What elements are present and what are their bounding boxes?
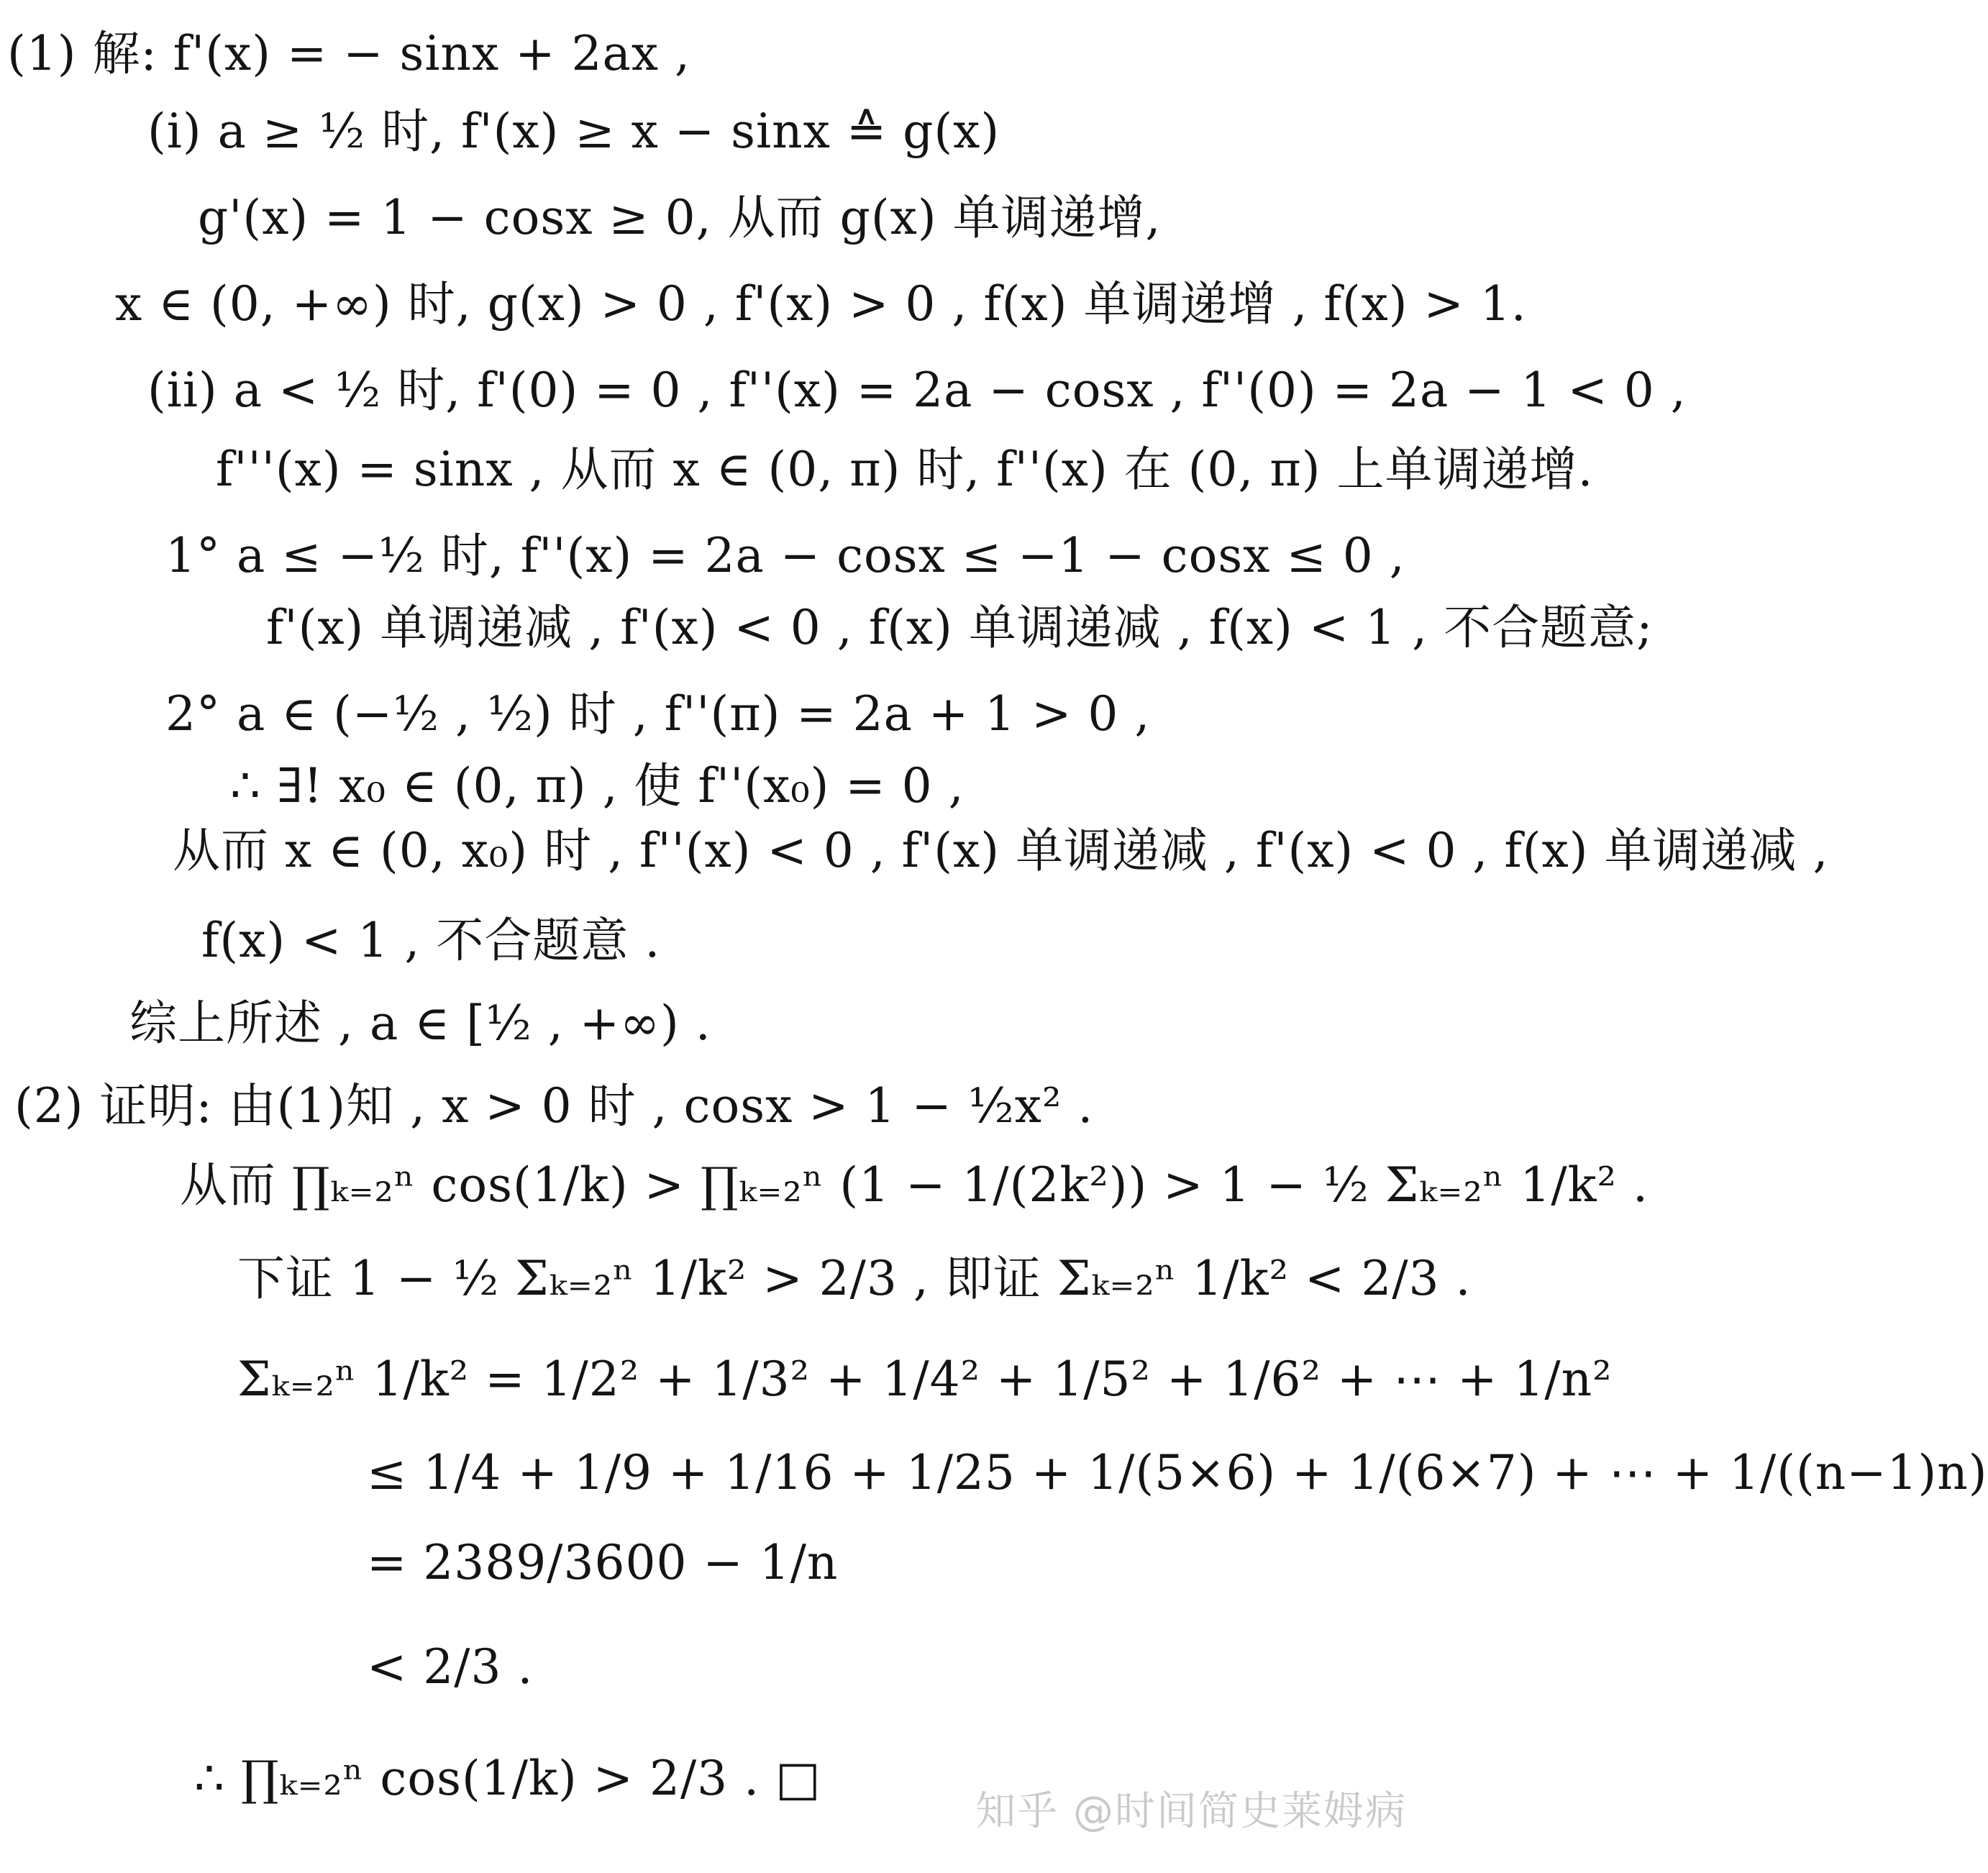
line-sum-expansion: Σₖ₌₂ⁿ 1/k² = 1/2² + 1/3² + 1/4² + 1/5² + 1/6² + ⋯ + 1/n²	[237, 1352, 1613, 1407]
line-less-than: < 2/3 .	[367, 1639, 534, 1695]
line-case-i: (i) a ≥ ½ 时, f'(x) ≥ x − sinx ≙ g(x)	[147, 104, 1000, 159]
line-conclusion-part1: 综上所述 , a ∈ [½ , +∞) .	[129, 995, 711, 1051]
line-part1-start: (1) 解: f'(x) = − sinx + 2ax ,	[7, 26, 691, 81]
line-third-derivative: f'''(x) = sinx , 从而 x ∈ (0, π) 时, f''(x) 在 (0, π) 上单调递增.	[216, 442, 1594, 497]
line-to-prove: 下证 1 − ½ Σₖ₌₂ⁿ 1/k² > 2/3 , 即证 Σₖ₌₂ⁿ 1/k² < 2/3 .	[237, 1251, 1472, 1306]
zhihu-watermark: 知乎 @时间简史莱姆病	[975, 1788, 1407, 1835]
line-subcase-1: 1° a ≤ −½ 时, f''(x) = 2a − cosx ≤ −1 − cosx ≤ 0 ,	[165, 528, 1405, 583]
line-product-bound: 从而 ∏ₖ₌₂ⁿ cos(1/k) > ∏ₖ₌₂ⁿ (1 − 1/(2k²)) > 1 − ½ Σₖ₌₂ⁿ 1/k² .	[180, 1157, 1649, 1213]
line-part2-start: (2) 证明: 由(1)知 , x > 0 时 , cosx > 1 − ½x² .	[14, 1078, 1094, 1134]
line-g-derivative: g'(x) = 1 − cosx ≥ 0, 从而 g(x) 单调递增,	[198, 190, 1162, 245]
line-subcase-1-result: f'(x) 单调递减 , f'(x) < 0 , f(x) 单调递减 , f(x) < 1 , 不合题意;	[266, 600, 1654, 655]
line-not-fit: f(x) < 1 , 不合题意 .	[201, 913, 661, 968]
line-monotonic-x0: 从而 x ∈ (0, x₀) 时 , f''(x) < 0 , f'(x) 单调递减 , f'(x) < 0 , f(x) 单调递减 ,	[173, 823, 1829, 878]
line-final-conclusion: ∴ ∏ₖ₌₂ⁿ cos(1/k) > 2/3 . □	[194, 1751, 821, 1806]
line-exists-x0: ∴ ∃! x₀ ∈ (0, π) , 使 f''(x₀) = 0 ,	[230, 758, 965, 814]
line-sum-value: = 2389/3600 − 1/n	[367, 1535, 839, 1590]
line-subcase-2: 2° a ∈ (−½ , ½) 时 , f''(π) = 2a + 1 > 0 ,	[165, 686, 1151, 742]
line-sum-bound: ≤ 1/4 + 1/9 + 1/16 + 1/25 + 1/(5×6) + 1/(6×7) + ⋯ + 1/((n−1)n)	[367, 1445, 1988, 1500]
line-x-positive: x ∈ (0, +∞) 时, g(x) > 0 , f'(x) > 0 , f(x) 单调递增 , f(x) > 1.	[115, 276, 1527, 332]
line-case-ii: (ii) a < ½ 时, f'(0) = 0 , f''(x) = 2a − cosx , f''(0) = 2a − 1 < 0 ,	[147, 363, 1687, 418]
